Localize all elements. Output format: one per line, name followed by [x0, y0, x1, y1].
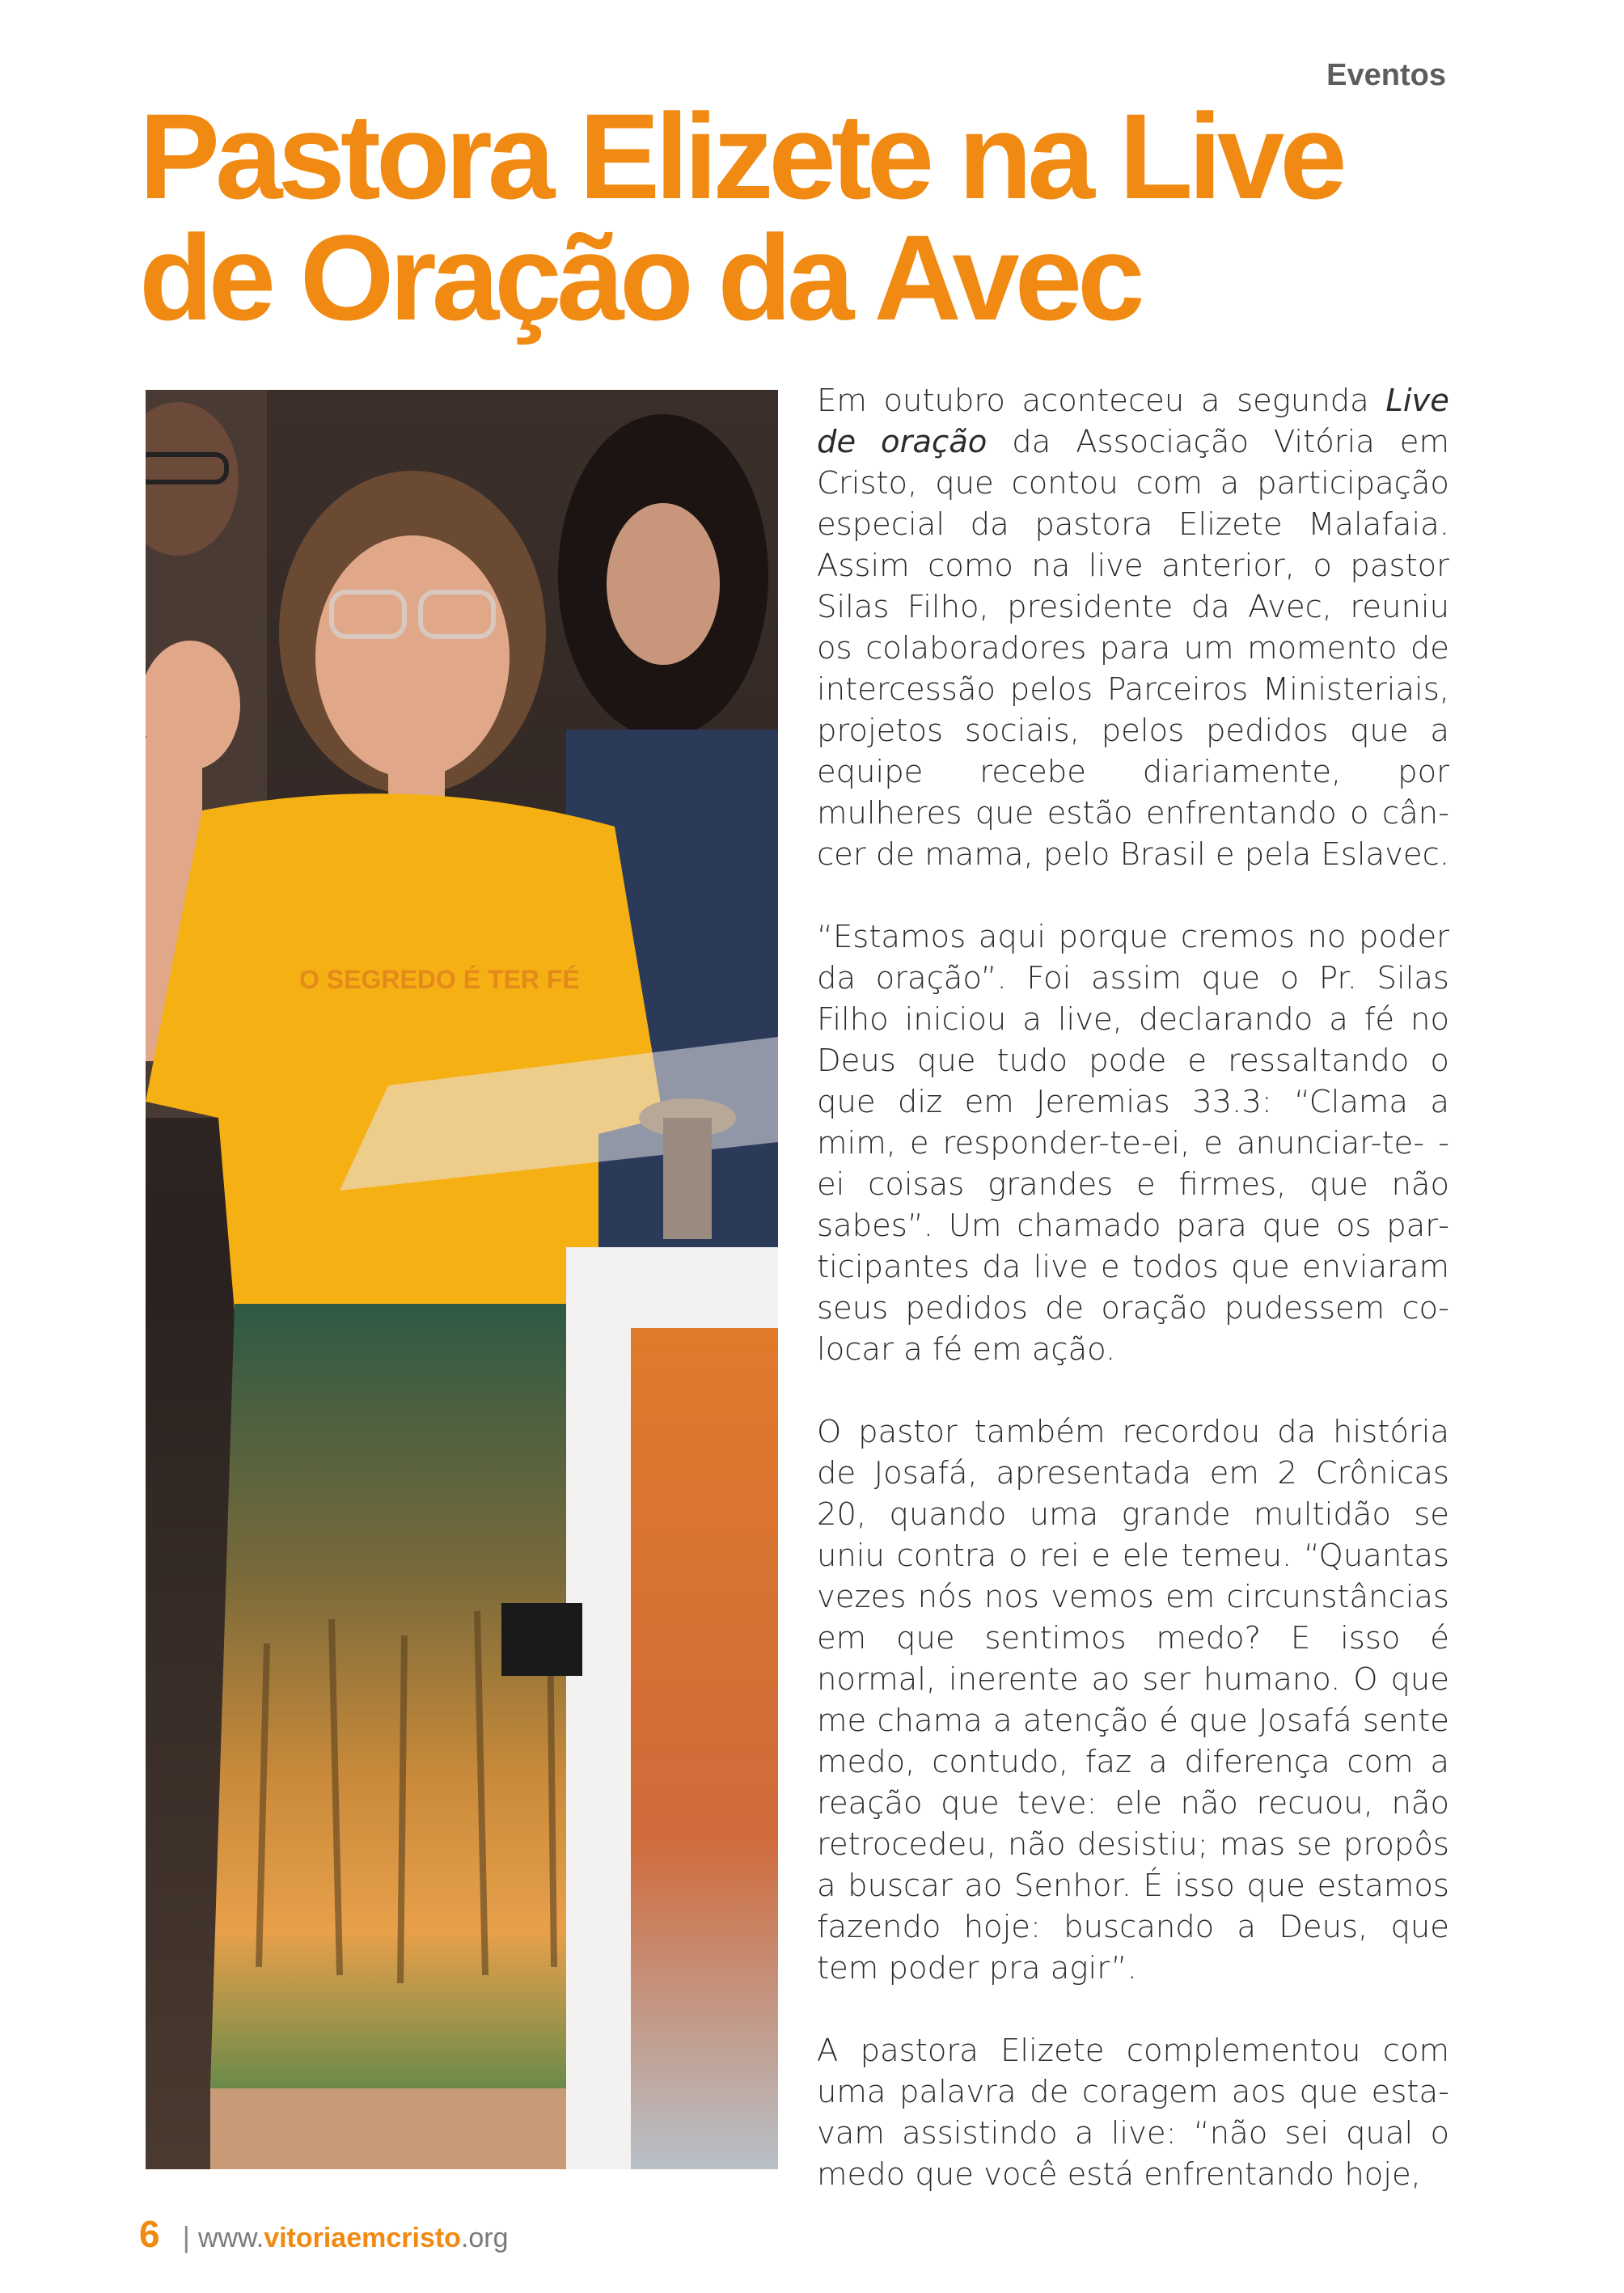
article-paragraph: A pastora Elizete complementou com uma palavra de coragem aos que estavam assistindo a live: “não sei qual o medo que você está enfrentando hoje,	[817, 2033, 1449, 2193]
page-number: 6	[139, 2213, 160, 2255]
page-title	[139, 88, 1611, 345]
footer-divider: |	[182, 2220, 190, 2253]
event-photo	[146, 390, 778, 2169]
website-link[interactable]: www.vitoriaemcristo.org	[197, 2223, 509, 2253]
prayer-box-banner	[631, 1328, 778, 2169]
event-photo-illustration	[146, 390, 778, 2169]
page-footer	[139, 2212, 509, 2256]
article-paragraph: Em outubro aconteceu a segunda Live de oração da Associação Vitória em Cristo, que contou com a participação especial da pastora Elizete Malafaia. Assim como na live anterior, o pastor Silas Filho, presidente da Avec, reuniu os colaboradores para um momento de intercessão pelos Parceiros Ministeriais, projetos sociais, pelos pedidos que a equipe recebe diariamente, por mulheres que estão enfrentando o câncer de mama, pelo Brasil e pela Eslavec.	[817, 383, 1450, 873]
title-line-2: de Oração da Avec	[139, 209, 1140, 345]
article-paragraph: O pastor também recordou da história de Josafá, apresentada em 2 Crônicas 20, quando uma grande multidão se uniu contra o rei e ele temeu. “Quantas vezes nós nos vemos em circunstâncias em que sentimos medo? E isso é normal, inerente ao ser humano. O que me chama a atenção é que Josafá sente medo, contudo, faz a diferença com a reação que teve: ele não recuou, não retrocedeu, não desistiu; mas se propôs a buscar ao Senhor. É isso que estamos fazendo hoje: buscando a Deus, que tem poder pra agir”.	[817, 1414, 1449, 1986]
speaker-face	[315, 535, 510, 778]
article-paragraph: “Estamos aqui porque cremos no poder da oração”. Foi assim que o Pr. Silas Filho iniciou a live, declarando a fé no Deus que tudo pode e ressaltando o que diz em Jeremias 33.3: “Clama a mim, e responder-te-ei, e anunciar-te- -ei coisas grandes e firmes, que não sabes”. Um chamado para que os participantes da live e todos que enviaram seus pedidos de oração pudessem colocar a fé em ação.	[817, 919, 1449, 1368]
title-line-1: Pastora Elizete na Live	[139, 88, 1343, 224]
section-label: Eventos	[1326, 58, 1446, 92]
article-body	[817, 380, 1449, 2195]
live-name-emphasis: Live de oração	[817, 383, 1449, 460]
shirt-text: O SEGREDO É TER FÉ	[299, 965, 580, 994]
speaker-skirt	[210, 1304, 623, 2088]
